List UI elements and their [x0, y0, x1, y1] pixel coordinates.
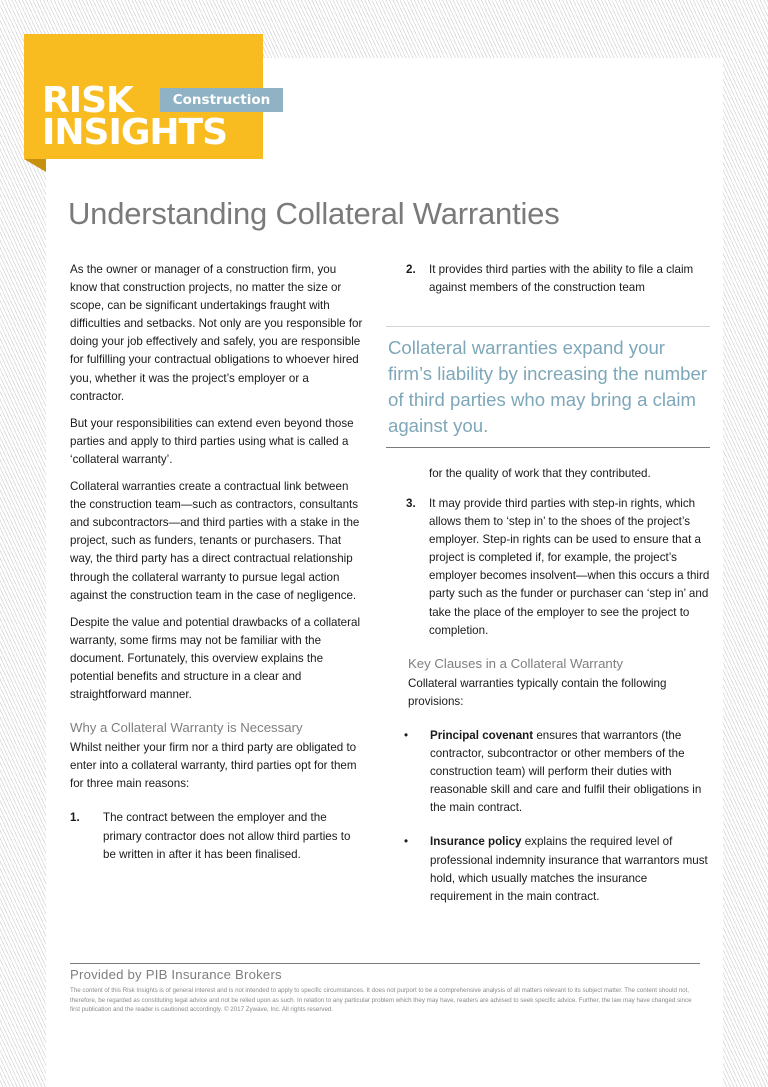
- logo-tag-construction: Construction: [160, 88, 283, 112]
- reason-item-3: [388, 495, 710, 640]
- footer-divider: [70, 963, 700, 964]
- reason-text: It may provide third parties with step-in rights, which allows them to ‘step in’ to the shoes of the project’s employer. Step-in rights can be used to ensure that a project is completed if, for example, the project’s employer becomes insolvent—when this occurs a third party such as the funder or purchaser can ‘step in’ and take the place of the employer to see the project to completion.: [429, 497, 710, 637]
- clause-text: explains the required level of professional indemnity insurance that warrantors must hold, which usually matches the insurance requirement in the main contract.: [430, 835, 708, 903]
- logo-text-risk: RISK: [42, 80, 133, 121]
- reason-number: 3.: [406, 497, 416, 510]
- clause-insurance-policy: [388, 833, 710, 905]
- clause-principal-covenant: [388, 727, 710, 817]
- reason-item-1: [70, 809, 365, 863]
- reason-number: 1.: [70, 811, 80, 825]
- reasons-intro: Whilst neither your firm nor a third party are obligated to enter into a collateral warranty, third parties opt for them for three main reasons:: [70, 741, 357, 791]
- reason-number: 2.: [406, 263, 416, 276]
- bullet-icon: •: [404, 728, 409, 742]
- clause-term: Principal covenant: [430, 728, 534, 742]
- reason-text: It provides third parties with the ability to file a claim against members of the construction team: [429, 263, 694, 295]
- left-column: [70, 261, 365, 864]
- right-column-top: [388, 261, 710, 297]
- responsibilities-paragraph: But your responsibilities can extend even beyond those parties and apply to third parties using what is called a ‘collateral warranty’.: [70, 416, 354, 466]
- pull-quote: Collateral warranties expand your firm’s liability by increasing the number of third parties who may bring a claim against you.: [386, 326, 710, 448]
- definition-paragraph: Collateral warranties create a contractual link between the construction team—such as contractors, consultants and subcontractors—and third parties with a stake in the project, such as funders, tenants or purchasers. That way, the third party has a direct contractual relationship through the collateral warranty to pursue legal action against the construction team in the case of negligence.: [70, 480, 360, 602]
- logo-text-insights: INSIGHTS: [42, 112, 228, 153]
- footer-provider: Provided by PIB Insurance Brokers: [70, 967, 282, 982]
- reason-item-2: [388, 261, 710, 297]
- page-title: Understanding Collateral Warranties: [68, 196, 560, 231]
- section-heading-key-clauses: Key Clauses in a Collateral Warranty: [408, 655, 623, 671]
- clause-term: Insurance policy: [430, 835, 522, 849]
- logo-ribbon-fold: [24, 159, 46, 172]
- intro-paragraph: As the owner or manager of a construction firm, you know that construction projects, no matter the size or scope, can be significant undertakings fraught with difficulties and setbacks. Not only are you responsible for doing your job effectively and safely, you are responsible for fulfilling your contractual obligations to whoever hired you, whether it was the project’s employer or a contractor.: [70, 263, 363, 403]
- reason-text: The contract between the employer and the primary contractor does not allow third parties to be written in after it has been finalised.: [103, 811, 351, 861]
- footer-disclaimer: The content of this Risk Insights is of general interest and is not intended to apply to specific circumstances. It does not purport to be a comprehensive analysis of all matters relevant to its subject matter. The content should not, therefore, be regarded as constituting legal advice and not be relied upon as such. In relation to any particular problem which they may have, readers are advised to seek specific advice. Further, the law may have changed since first publication and the reader is cautioned accordingly. © 2017 Zywave, Inc. All rights reserved.: [70, 987, 692, 1014]
- section-heading-why: Why a Collateral Warranty is Necessary: [70, 720, 303, 736]
- reason-2-continuation: for the quality of work that they contributed.: [429, 467, 651, 480]
- clauses-intro: Collateral warranties typically contain the following provisions:: [408, 676, 667, 708]
- right-column-bottom: [388, 477, 710, 906]
- overview-paragraph: Despite the value and potential drawbacks of a collateral warranty, some firms may not be familiar with the document. Fortunately, this overview explains the potential benefits and structure in a clear and straightforward manner.: [70, 615, 361, 702]
- bullet-icon: •: [404, 835, 409, 849]
- clause-text: ensures that warrantors (the contractor, subcontractor or other members of the construction team) will perform their duties with reasonable skill and care and fulfil their obligations in the main contract.: [430, 728, 702, 815]
